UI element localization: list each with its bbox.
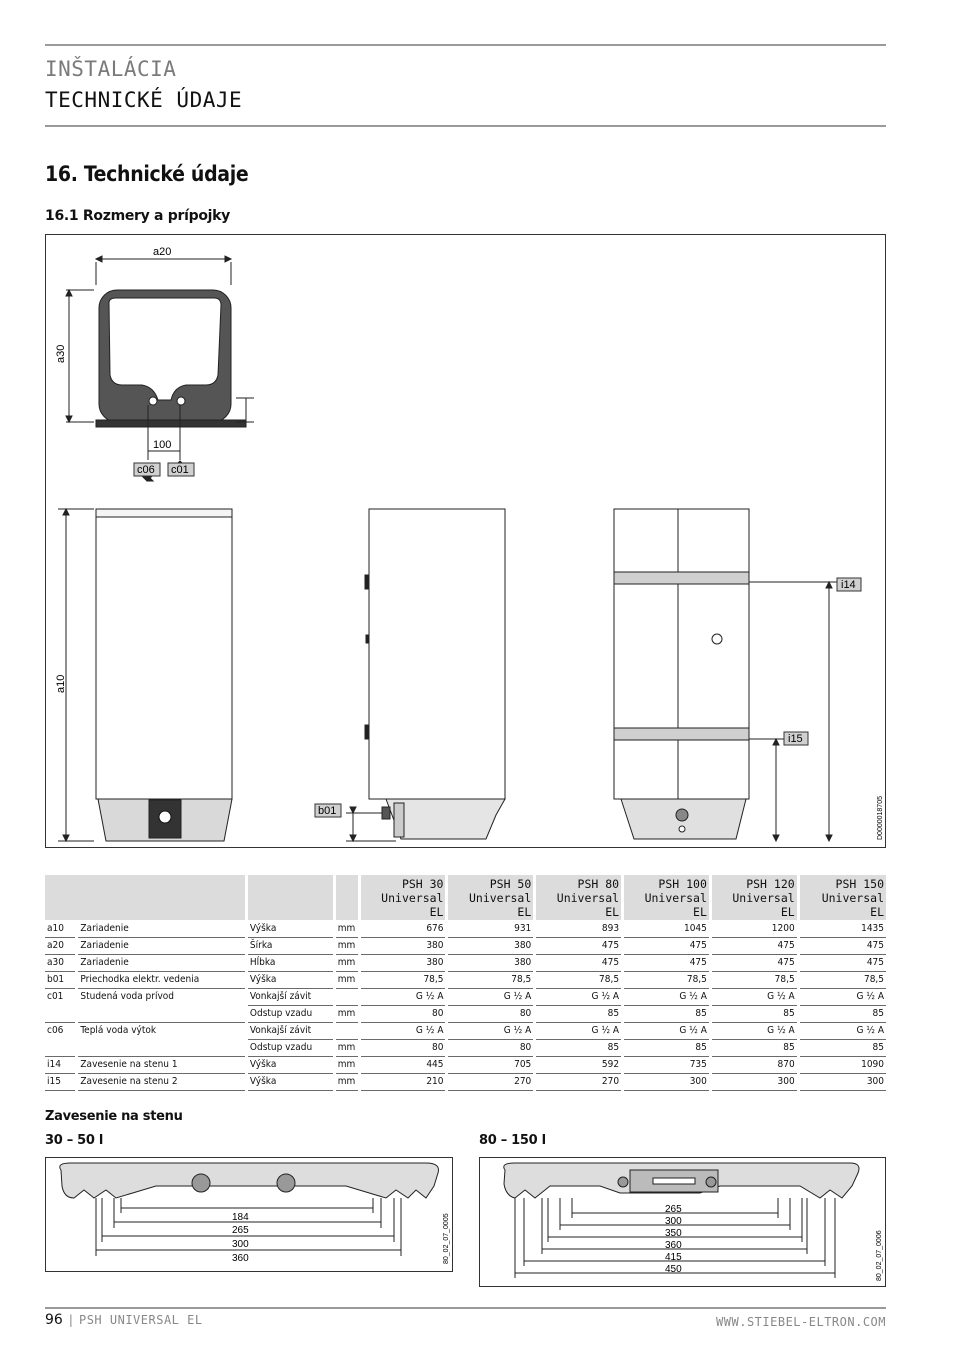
label-c01: c01 (171, 464, 189, 476)
cell-value: 380 (359, 937, 447, 954)
cell-desc: Zavesenie na stenu 1 (77, 1056, 247, 1073)
cell-param: Šírka (246, 937, 334, 954)
cell-desc (77, 1039, 247, 1056)
cell-code (45, 1039, 77, 1056)
wall-mount-title: Zavesenie na stenu (45, 1109, 183, 1124)
table-row (45, 971, 886, 988)
cell-value: 85 (623, 1039, 711, 1056)
cell-value: 78,5 (359, 971, 447, 988)
cell-value: G ½ A (447, 1022, 535, 1039)
cell-code: a20 (45, 937, 77, 954)
cell-value: 380 (447, 937, 535, 954)
cell-value: 210 (359, 1073, 447, 1090)
col-psh120: PSH 120 Universal EL (710, 875, 798, 920)
cell-value: G ½ A (359, 1022, 447, 1039)
cell-unit: mm (334, 1073, 359, 1090)
cell-value: G ½ A (535, 1022, 623, 1039)
bracket-left-code: 80_02_07_0005 (443, 1213, 450, 1264)
cell-code: i15 (45, 1073, 77, 1090)
dim-360: 360 (232, 1253, 249, 1264)
cell-value: 1090 (798, 1056, 886, 1073)
header-top-rule (45, 44, 886, 46)
cell-desc: Zavesenie na stenu 2 (77, 1073, 247, 1090)
footer-product: PSH UNIVERSAL EL (78, 1313, 203, 1327)
cell-param: Vonkajší závit (246, 1022, 334, 1039)
cell-value: G ½ A (359, 988, 447, 1005)
cell-value: 85 (535, 1005, 623, 1022)
cell-value: 85 (710, 1039, 798, 1056)
cell-param: Hĺbka (246, 954, 334, 971)
cell-unit: mm (334, 1005, 359, 1022)
cell-desc: Zariadenie (77, 937, 247, 954)
table-row (45, 1005, 886, 1022)
dim-360: 360 (665, 1240, 682, 1251)
cell-value: G ½ A (447, 988, 535, 1005)
table-row (45, 1039, 886, 1056)
tech-data-table (45, 875, 886, 1091)
cell-value: 475 (798, 954, 886, 971)
wall-left-title: 30 – 50 l (45, 1133, 104, 1148)
dim-265: 265 (665, 1204, 682, 1215)
cell-value: 85 (623, 1005, 711, 1022)
cell-unit: mm (334, 971, 359, 988)
col-psh150: PSH 150 Universal EL (798, 875, 886, 920)
wall-bracket-left (45, 1157, 453, 1272)
cell-param: Odstup vzadu (246, 1039, 334, 1056)
cell-value: 85 (798, 1039, 886, 1056)
cell-value: 1200 (710, 920, 798, 937)
cell-value: 475 (623, 937, 711, 954)
label-c06: c06 (137, 464, 155, 476)
cell-desc: Studená voda prívod (77, 988, 247, 1005)
col-psh50: PSH 50 Universal EL (447, 875, 535, 920)
cell-param: Odstup vzadu (246, 1005, 334, 1022)
cell-value: 270 (535, 1073, 623, 1090)
cell-value: 85 (798, 1005, 886, 1022)
cell-value: 1435 (798, 920, 886, 937)
dim-300: 300 (232, 1239, 249, 1250)
cell-unit: mm (334, 937, 359, 954)
cell-value: 270 (447, 1073, 535, 1090)
cell-value: 893 (535, 920, 623, 937)
cell-value: 80 (447, 1005, 535, 1022)
cell-value: 1045 (623, 920, 711, 937)
cell-value: 676 (359, 920, 447, 937)
cell-value: 78,5 (623, 971, 711, 988)
cell-value: 380 (447, 954, 535, 971)
footer-sep: | (67, 1313, 75, 1327)
cell-param: Vonkajší závit (246, 988, 334, 1005)
cell-code (45, 1005, 77, 1022)
table-row (45, 1056, 886, 1073)
cell-code: b01 (45, 971, 77, 988)
cell-value: G ½ A (710, 1022, 798, 1039)
label-a10: a10 (55, 674, 67, 693)
cell-value: 78,5 (535, 971, 623, 988)
col-psh80: PSH 80 Universal EL (535, 875, 623, 920)
cell-code: a30 (45, 954, 77, 971)
cell-value: 931 (447, 920, 535, 937)
footer-rule (45, 1307, 886, 1309)
cell-value: 80 (359, 1005, 447, 1022)
cell-value: 80 (359, 1039, 447, 1056)
page-title: 16. Technické údaje (45, 162, 249, 186)
table-body (45, 920, 886, 1090)
label-a30: a30 (55, 344, 67, 363)
cell-desc: Teplá voda výtok (77, 1022, 247, 1039)
dim-450: 450 (665, 1264, 682, 1275)
wall-right-title: 80 – 150 l (479, 1133, 546, 1148)
table-row (45, 954, 886, 971)
cell-value: 445 (359, 1056, 447, 1073)
cell-unit: mm (334, 1039, 359, 1056)
cell-code: i14 (45, 1056, 77, 1073)
cell-value: 592 (535, 1056, 623, 1073)
label-i15: i15 (788, 733, 803, 745)
cell-desc: Zariadenie (77, 920, 247, 937)
dimensions-drawing (46, 235, 887, 849)
cell-value: 475 (623, 954, 711, 971)
footer-url: WWW.STIEBEL-ELTRON.COM (716, 1315, 886, 1329)
cell-value: 475 (798, 937, 886, 954)
cell-unit (334, 988, 359, 1005)
dimensions-figure (45, 234, 886, 848)
cell-value: G ½ A (798, 1022, 886, 1039)
cell-value: G ½ A (798, 988, 886, 1005)
cell-value: G ½ A (623, 1022, 711, 1039)
header-title: TECHNICKÉ ÚDAJE (45, 88, 243, 112)
cell-unit: mm (334, 920, 359, 937)
cell-code: a10 (45, 920, 77, 937)
cell-value: 300 (623, 1073, 711, 1090)
cell-value: 300 (798, 1073, 886, 1090)
table-row (45, 920, 886, 937)
cell-value: 78,5 (447, 971, 535, 988)
table-row (45, 988, 886, 1005)
cell-param: Výška (246, 1056, 334, 1073)
page-number: 96 (45, 1312, 63, 1328)
cell-unit: mm (334, 1056, 359, 1073)
cell-value: 85 (535, 1039, 623, 1056)
header-section: INŠTALÁCIA (45, 57, 177, 81)
cell-desc: Zariadenie (77, 954, 247, 971)
cell-value: 85 (710, 1005, 798, 1022)
cell-value: 475 (710, 937, 798, 954)
col-psh30: PSH 30 Universal EL (359, 875, 447, 920)
label-b01: b01 (318, 805, 337, 817)
table-header-row (45, 875, 886, 920)
dim-265: 265 (232, 1225, 249, 1236)
cell-code: c01 (45, 988, 77, 1005)
cell-value: 300 (710, 1073, 798, 1090)
cell-value: 735 (623, 1056, 711, 1073)
table-row (45, 937, 886, 954)
figure-code: D0000018705 (877, 796, 884, 840)
cell-desc: Priechodka elektr. vedenia (77, 971, 247, 988)
dim-184: 184 (232, 1212, 249, 1223)
cell-unit (334, 1022, 359, 1039)
cell-value: 78,5 (798, 971, 886, 988)
table-row (45, 1073, 886, 1090)
header-bottom-rule (45, 125, 886, 127)
cell-code: c06 (45, 1022, 77, 1039)
cell-unit: mm (334, 954, 359, 971)
dim-300: 300 (665, 1216, 682, 1227)
cell-value: G ½ A (710, 988, 798, 1005)
cell-value: 80 (447, 1039, 535, 1056)
cell-desc (77, 1005, 247, 1022)
footer-left (45, 1312, 203, 1328)
cell-value: 475 (535, 954, 623, 971)
table-row (45, 1022, 886, 1039)
cell-value: 380 (359, 954, 447, 971)
bracket-right-code: 80_02_07_0006 (876, 1230, 883, 1281)
cell-param: Výška (246, 971, 334, 988)
cell-value: 475 (535, 937, 623, 954)
col-psh100: PSH 100 Universal EL (623, 875, 711, 920)
cell-param: Výška (246, 920, 334, 937)
wall-bracket-right (479, 1157, 886, 1287)
cell-value: G ½ A (623, 988, 711, 1005)
subsection-title: 16.1 Rozmery a prípojky (45, 208, 230, 224)
cell-param: Výška (246, 1073, 334, 1090)
cell-value: 870 (710, 1056, 798, 1073)
cell-value: 78,5 (710, 971, 798, 988)
label-100: 100 (153, 439, 172, 451)
label-a20: a20 (153, 246, 172, 258)
dim-350: 350 (665, 1228, 682, 1239)
cell-value: 475 (710, 954, 798, 971)
cell-value: 705 (447, 1056, 535, 1073)
label-i14: i14 (841, 579, 856, 591)
cell-value: G ½ A (535, 988, 623, 1005)
dim-415: 415 (665, 1252, 682, 1263)
